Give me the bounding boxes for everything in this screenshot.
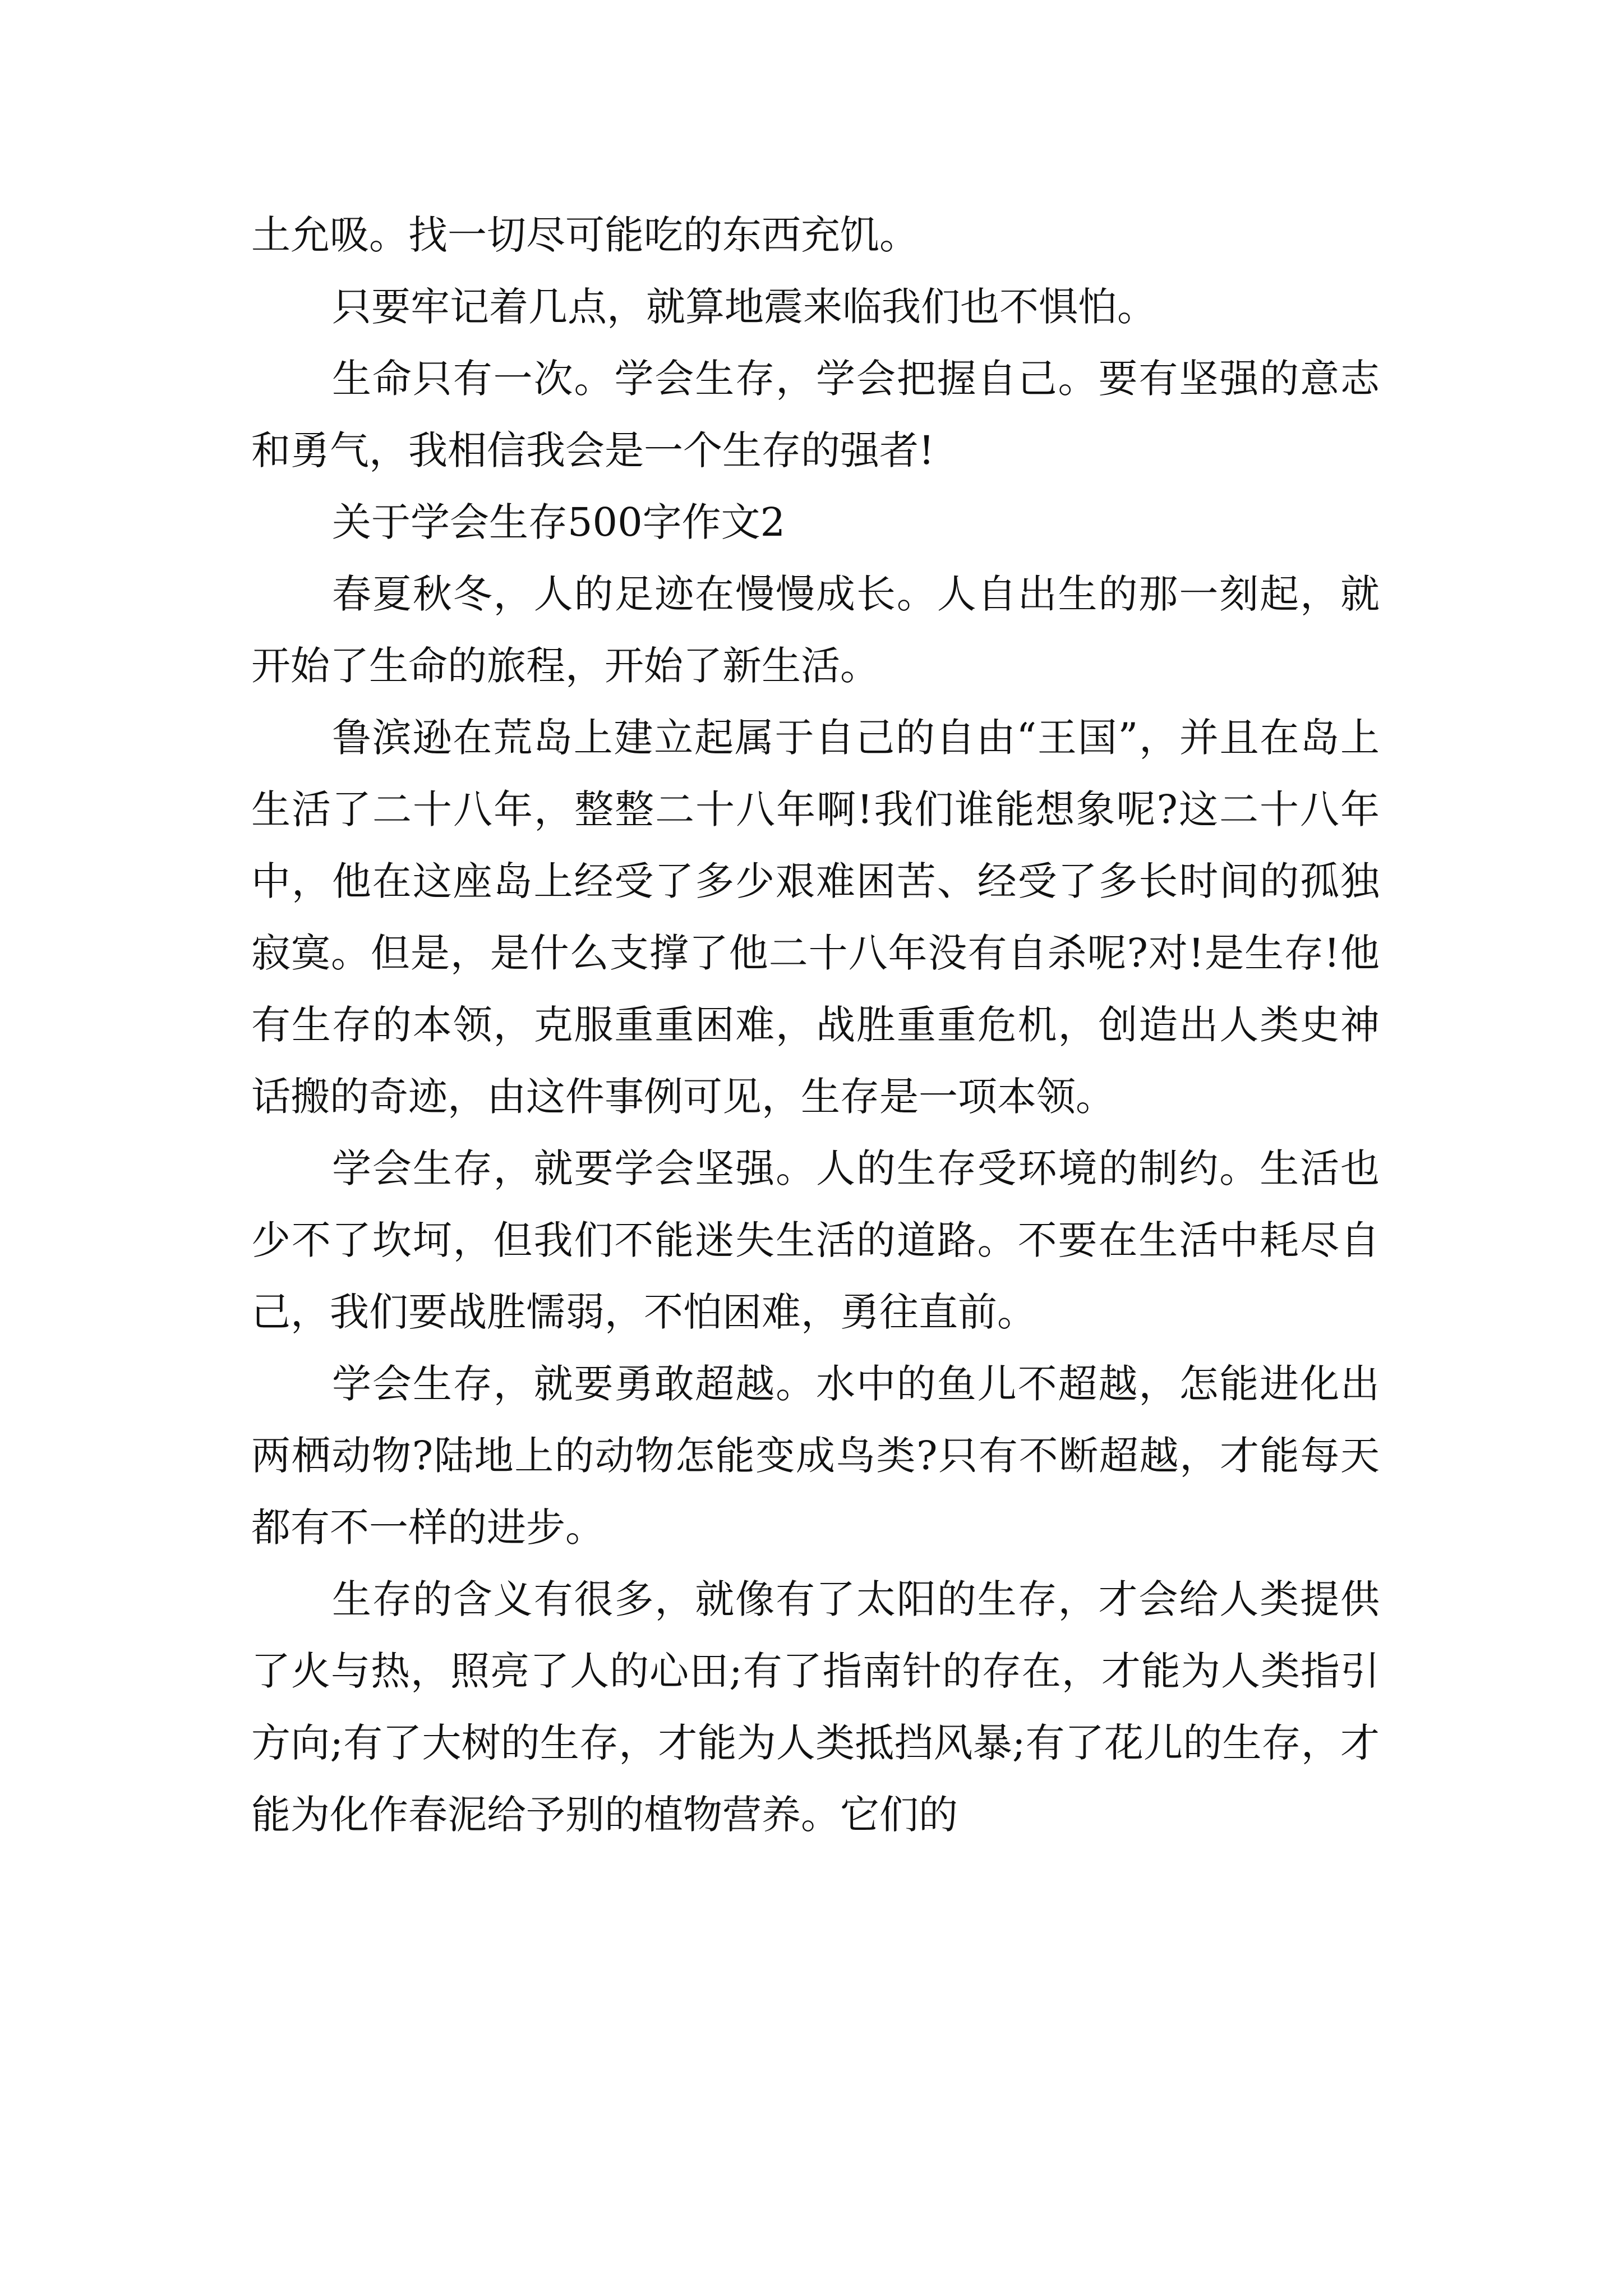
paragraph-8: 学会生存，就要勇敢超越。水中的鱼儿不超越，怎能进化出两栖动物?陆地上的动物怎能变成鸟类?只有不断超越，才能每天都有不一样的进步。 xyxy=(251,1361,1380,1550)
paragraph-1: 土允吸。找一切尽可能吃的东西充饥。 xyxy=(251,212,919,258)
paragraph-9: 生存的含义有很多，就像有了太阳的生存，才会给人类提供了火与热，照亮了人的心田;有了指南针的存在，才能为人类指引方向;有了大树的生存，才能为人类抵挡风暴;有了花儿的生存，才能为化作春泥给予别的植物营养。它们的 xyxy=(251,1576,1380,1838)
paragraph-2: 只要牢记着几点，就算地震来临我们也不惧怕。 xyxy=(332,284,1156,330)
document-body xyxy=(251,199,1380,1851)
paragraph-3: 生命只有一次。学会生存，学会把握自己。要有坚强的意志和勇气，我相信我会是一个生存的强者! xyxy=(251,356,1380,473)
section-heading: 关于学会生存500字作文2 xyxy=(332,499,786,545)
paragraph-6: 鲁滨逊在荒岛上建立起属于自己的自由“王国”，并且在岛上生活了二十八年，整整二十八年啊!我们谁能想象呢?这二十八年中，他在这座岛上经受了多少艰难困苦、经受了多长时间的孤独寂寞。但是，是什么支撑了他二十八年没有自杀呢?对!是生存!他有生存的本领，克服重重困难，战胜重重危机，创造出人类史神话搬的奇迹，由这件事例可见，生存是一项本领。 xyxy=(251,715,1380,1120)
paragraph-7: 学会生存，就要学会坚强。人的生存受环境的制约。生活也少不了坎坷，但我们不能迷失生活的道路。不要在生活中耗尽自己，我们要战胜懦弱，不怕困难，勇往直前。 xyxy=(251,1145,1380,1335)
paragraph-5: 春夏秋冬，人的足迹在慢慢成长。人自出生的那一刻起，就开始了生命的旅程，开始了新生活。 xyxy=(251,571,1380,689)
